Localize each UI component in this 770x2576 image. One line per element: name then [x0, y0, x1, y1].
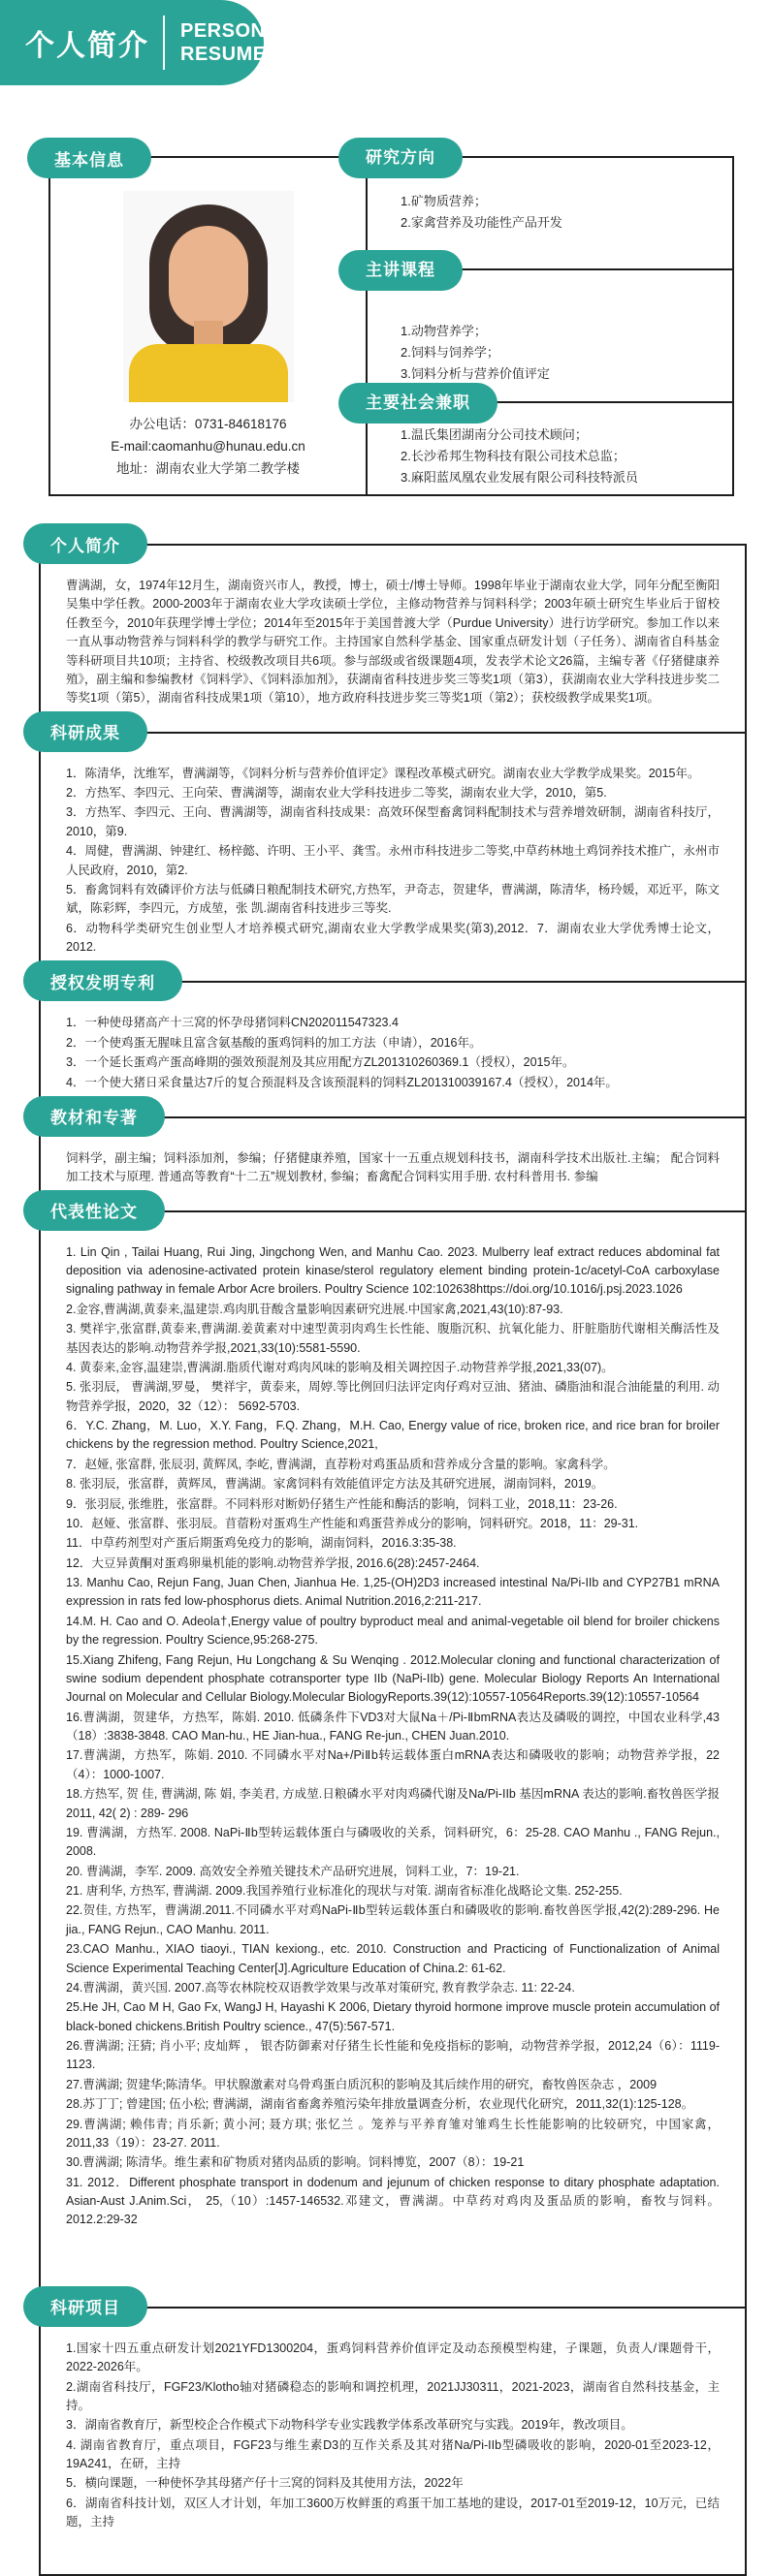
list-item: 30.曹满湖; 陈清华。维生素和矿物质对猪肉品质的影响。饲料博览，2007（8）：19-21	[66, 2155, 525, 2170]
profile-box	[39, 544, 747, 734]
page-title-en-line2: RESUME	[180, 44, 267, 65]
books-text: 饲料学，副主编；饲料添加剂，参编；仔猪健康养殖，国家十一五重点规划科技书，湖南科学技术出版社.主编； 配合饲料加工技术与原理. 普通高等教育“十二五”规划教材, 参编；畜禽配合饲料实用手册. 农村科普用书. 参编	[66, 1150, 720, 1184]
list-item: 8. 张羽辰，张富群，黄辉凤，曹满湖。家禽饲料有效能值评定方法及其研究进展，湖南饲料，2019。	[66, 1477, 604, 1492]
list-item: 26.曹满湖; 汪猜; 肖小平; 皮灿辉 ， 银杏防御素对仔猪生长性能和免疫指标的影响，动物营养学报，2012,24（6）：1119-1123.	[66, 2039, 720, 2072]
list-item: 24.曹满湖，黄兴国. 2007.高等农林院校双语教学效果与改革对策研究, 教育教学杂志. 11: 22-24.	[66, 1980, 575, 1995]
list-item: 13. Manhu Cao, Rejun Fang, Juan Chen, Jianhua He. 1,25-(OH)2D3 increased intestinal Na/Pi-IIb and CYP27B1 mRNA expression in rats fed low-phosphorus diets. Animal Nutrition.2016,2:211-217.	[66, 1576, 720, 1609]
list-item: 7．赵娅, 张富群, 张辰羽, 黄辉凤, 李屹, 曹满湖，直荐粉对鸡蛋品质和营养成分含量的影响。家禽科学。	[66, 1457, 616, 1471]
list-item: 3．湖南省教育厅，新型校企合作模式下动物科学专业实践教学体系改革研究与实践。2019年，教改项目。	[66, 2418, 633, 2433]
papers-section	[39, 1203, 747, 2309]
list-item: 2.饲料与饲养学；	[401, 345, 499, 361]
social-positions-list	[401, 424, 715, 487]
email-text: E-mail:caomanhu@hunau.edu.cn	[111, 438, 305, 454]
list-item: 1．陈清华，沈维军，曹满湖等，《饲料分析与营养价值评定》课程改革模式研究。湖南农业大学教学成果奖。2015年。	[66, 766, 700, 780]
list-item: 2.家禽营养及功能性产品开发	[401, 215, 562, 231]
list-item: 5．横向课题，一种使怀孕其母猪产仔十三窝的饲料及其使用方法，2022年	[66, 2476, 464, 2491]
list-item: 10．赵娅、张富群、张羽辰。苜蓿粉对蛋鸡生产性能和鸡蛋营养成分的影响，饲料研究。2018，11：29-31.	[66, 1516, 639, 1530]
list-item: 11．中草药剂型对产蛋后期蛋鸡免疫力的影响，湖南饲料，2016.3:35-38.	[66, 1536, 457, 1551]
list-item: 1. Lin Qin , Tailai Huang, Rui Jing, Jingchong Wen, and Manhu Cao. 2023. Mulberry leaf extract reduces abdominal fat deposition via adenosine-activated protein kinase/sterol regulatory element binding protein-1c/acetyl-CoA carboxylase signaling pathway in female Arbor Acre broilers. Poultry Science 102:102638https://doi.org/10.1016/j.psj.2023.1026	[66, 1244, 720, 1297]
list-item: 5. 张羽辰， 曹满湖,罗曼， 樊祥宇，黄泰来，周婷.等比例回归法评定肉仔鸡对豆油、猪油、磷脂油和混合油能量的利用. 动物营养学报，2020，32（12）： 5692-5703.	[66, 1380, 720, 1413]
courses-list	[401, 321, 715, 384]
list-item: 3.饲料分析与营养价值评定	[401, 366, 550, 382]
banner-divider	[163, 16, 165, 70]
list-item: 6．动物科学类研究生创业型人才培养模式研究,湖南农业大学教学成果奖(第3),2012．7．湖南农业大学优秀博士论文，2012.	[66, 921, 720, 954]
list-item: 3. 樊祥宇,张富群,黄泰来,曹满湖.姜黄素对中速型黄羽肉鸡生长性能、腹脂沉积、抗氧化能力、肝脏脂肪代谢相关酶活性及基因表达的影响.动物营养学报,2021,33(10):5581-5590.	[66, 1322, 720, 1355]
list-item: 2.金容,曹满湖,黄泰来,温建崇.鸡肉肌苷酸含量影响因素研究进展.中国家禽,2021,43(10):87-93.	[66, 1302, 563, 1316]
list-item: 4．一个使大猪日采食量达7斤的复合预混料及含该预混料的饲料ZL201310039167.4（授权），2014年。	[66, 1075, 618, 1089]
list-item: 2.湖南省科技厅，FGF23/Klotho轴对猪磷稳态的影响和调控机理，2021JJ30311，2021-2023，湖南省自然科技基金，主持。	[66, 2379, 720, 2412]
list-item: 12．大豆异黄酮对蛋鸡卵巢机能的影响.动物营养学报, 2016.6(28):2457-2464.	[66, 1555, 480, 1570]
profile-photo	[123, 191, 294, 402]
page-title-en-line1: PERSONAL	[180, 20, 293, 42]
list-item: 5．畜禽饲料有效磷评价方法与低磷日粮配制技术研究,方热军，尹奇志，贺建华，曹满湖，陈清华，杨玲媛，邓近平，陈文斌，陈彩辉，李四元，方成堃，张 凯.湖南省科技进步三等奖.	[66, 882, 720, 916]
section-label-papers: 代表性论文	[23, 1190, 165, 1231]
section-label-social-positions: 主要社会兼职	[338, 383, 497, 424]
list-item: 21. 唐利华, 方热军, 曹满湖. 2009.我国养殖行业标准化的现状与对策. 湖南省标准化战略论文集. 252-255.	[66, 1884, 623, 1898]
top-info-area	[48, 148, 734, 496]
list-item: 2．方热军、李四元、王向荣、曹满湖等，湖南农业大学科技进步二等奖，湖南农业大学，2010，第5.	[66, 786, 607, 800]
list-item: 1.动物营养学；	[401, 324, 487, 338]
projects-section	[39, 2299, 747, 2576]
list-item: 17.曹满湖，方热军，陈娟. 2010. 不同磷水平对Na+/PiⅡb转运载体蛋白mRNA表达和磷吸收的影响；动物营养学报，22（4）：1000-1007.	[66, 1748, 720, 1781]
page-title-en	[180, 19, 292, 66]
list-item: 4. 黄泰来,金容,温建崇,曹满湖.脂质代谢对鸡肉风味的影响及相关调控因子.动物营养学报,2021,33(07)。	[66, 1360, 614, 1374]
photo-face-shape	[169, 226, 248, 329]
social-positions-box	[366, 393, 734, 496]
profile-section	[39, 536, 747, 734]
list-item: 22.贺佳, 方热军，曹满湖.2011.不同磷水平对鸡NaPi-Ⅱb型转运载体蛋白和磷吸收的影响.畜牧兽医学报,42(2):289-296. He jia., FANG Rejun., CAO Manhu. 2011.	[66, 1903, 720, 1936]
list-item: 14.M. H. Cao and O. Adeola†,Energy value of poultry byproduct meal and animal-vegetable oil blend for broiler chickens by the regression. Poultry Science,95:268-275.	[66, 1614, 720, 1648]
list-item: 19. 曹满湖，方热军. 2008. NaPi-Ⅱb型转运载体蛋白与磷吸收的关系，饲料研究，6：25-28. CAO Manhu ., FANG Rejun., 2008.	[66, 1825, 720, 1859]
section-label-courses: 主讲课程	[338, 250, 463, 291]
section-label-projects: 科研项目	[23, 2286, 147, 2327]
section-label-basic-info: 基本信息	[27, 138, 151, 178]
section-label-achievements: 科研成果	[23, 711, 147, 752]
section-label-profile: 个人简介	[23, 523, 147, 564]
top-right-column	[366, 148, 734, 496]
page-title-zh: 个人简介	[25, 30, 149, 62]
achievements-box	[39, 732, 747, 984]
list-item: 4. 湖南省教育厅，重点项目，FGF23与维生素D3的互作关系及其对猪Na/Pi-IIb型磷吸收的影响，2020-01至2023-12，19A241，在研，主持	[66, 2437, 720, 2470]
list-item: 6．湖南省科技计划，双区人才计划，年加工3600万枚鲜蛋的鸡蛋干加工基地的建设，2017-01至2019-12，10万元，已结题，主持	[66, 2496, 720, 2529]
section-label-patents: 授权发明专利	[23, 960, 182, 1001]
list-item: 1.温氏集团湖南分公司技术顾问；	[401, 427, 588, 442]
basic-info-box	[48, 150, 368, 496]
research-directions-list	[401, 191, 715, 233]
list-item: 27.曹满湖; 贺建华;陈清华。甲状腺激素对乌骨鸡蛋白质沉积的影响及其后续作用的研究，畜牧兽医杂志 ，2009	[66, 2077, 658, 2091]
list-item: 9．张羽辰, 张维胜，张富群。不同料形对断奶仔猪生产性能和酶活的影响，饲料工业，2018,11：23-26.	[66, 1496, 618, 1511]
office-phone: 办公电话：0731-84618176	[129, 417, 287, 431]
list-item: 3.麻阳蓝凤凰农业发展有限公司科技特派员	[401, 470, 638, 486]
list-item: 23.CAO Manhu., XIAO tiaoyi., TIAN kexiong., etc. 2010. Construction and Practicing of Functionalization of Animal Science Experimental Teaching Center[J].Agriculture Education of China.2: 61-62.	[66, 1942, 720, 1975]
list-item: 28.苏丁丁; 曾建国; 伍小松; 曹满湖，湖南省畜禽养殖污染年排放量调查分析，农业现代化研究，2011,32(1):125-128。	[66, 2097, 694, 2112]
list-item: 31. 2012．Different phosphate transport in dodenum and jejunum of chicken response to ditary phosphate adaptation. Asian-Aust J.Anim.Sci， 25,（10）:1457-146532.邓建文，曹满湖。中草药对鸡肉及蛋品质的影响，畜牧与饲料。2012.2:29-32	[66, 2175, 720, 2227]
list-item: 4．周健，曹满湖、钟建红、杨梓懿、许明、王小平、龚雪。永州市科技进步二等奖,中草药林地土鸡饲养技术推广，永州市人民政府，2010，第2.	[66, 844, 720, 877]
list-item: 2.长沙希邦生物科技有限公司技术总监；	[401, 449, 626, 464]
achievements-section	[39, 724, 747, 984]
list-item: 1.矿物质营养；	[401, 194, 487, 208]
papers-box	[39, 1210, 747, 2309]
list-item: 2．一个使鸡蛋无腥味且富含氨基酸的蛋鸡饲料的加工方法（申请），2016年。	[66, 1035, 482, 1050]
list-item: 3．一个延长蛋鸡产蛋高峰期的强效预混剂及其应用配方ZL201310260369.1（授权），2015年。	[66, 1055, 575, 1070]
list-item: 16.曹满湖，贺建华，方热军，陈娟. 2010. 低磷条件下VD3对大鼠Na＋/Pi-ⅡbmRNA表达及磷吸的调控，中国农业科学,43（18）:3838-3848. CAO Man-hu., HE Jian-hua., FANG Re-jun., CHEN Juan.2010.	[66, 1710, 720, 1743]
list-item: 15.Xiang Zhifeng, Fang Rejun, Hu Longchang & Su Wenqing . 2012.Molecular cloning and functional characterization of swine sodium dependent phosphate cotransporter type IIb (NaPi-IIb) gene. Molecular Biology Reports An International Journal on Molecular and Cellular Biology.Molecular BiologyReports.39(12):10557-10564Reports.39(12):10557-10564	[66, 1652, 720, 1705]
list-item: 18.方热军, 贺 佳, 曹满湖, 陈 娟, 李美君, 方成堃.日粮磷水平对肉鸡磷代谢及Na/Pi-IIb 基因mRNA 表达的影响.畜牧兽医学报 2011, 42( 2) : 289- 296	[66, 1787, 720, 1820]
address-text: 地址：湖南农业大学第二教学楼	[115, 460, 300, 476]
list-item: 20. 曹满湖，李军. 2009. 高效安全养殖关键技术产品研究进展，饲料工业，7：19-21.	[66, 1864, 520, 1878]
list-item: 25.He JH, Cao M H, Gao Fx, WangJ H, Hayashi K 2006, Dietary thyroid hormone improve muscle protein accumulation of black-boned chickens.British Poultry science., 47(5):567-571.	[66, 2000, 720, 2033]
list-item: 6．Y.C. Zhang，M. Luo，X.Y. Fang，F.Q. Zhang，M.H. Cao, Energy value of rice, broken rice, and rice bran for broiler chickens by the regression method. Poultry Science,2021,	[66, 1419, 720, 1452]
section-label-research-directions: 研究方向	[338, 138, 463, 178]
contact-info	[111, 414, 305, 481]
list-item: 1.国家十四五重点研发计划2021YFD1300204，蛋鸡饲料营养价值评定及动态预模型构建，子课题，负责人/课题骨干，2022-2026年。	[66, 2340, 720, 2374]
list-item: 3．方热军、李四元、王向、曹满湖等，湖南省科技成果：高效环保型畜禽饲料配制技术与营养增效研制，湖南省科技厅，2010，第9.	[66, 805, 720, 838]
section-label-books: 教材和专著	[23, 1096, 165, 1137]
list-item: 1．一种使母猪高产十三窝的怀孕母猪饲料CN202011547323.4	[66, 1016, 399, 1030]
profile-text: 曹满湖，女，1974年12月生，湖南资兴市人，教授，博士，硕士/博士导师。1998年毕业于湖南农业大学，同年分配至衡阳吴集中学任教。2000-2003年于湖南农业大学攻读硕士学位，主修动物营养与饲料科学；2003年硕士研究生毕业后于留校任教至今，2010年获理学博士学位；2014年至2015年于美国普渡大学（Purdue University）进行访学研究。参加工作以来一直从事动物营养与饲料科学的教学与研究工作。主持国家自然科学基金、国家重点研发计划（子任务）、湖南省自科基金等科研项目共10项；主持省、校级教改项目共6项。参与部级或省级课题4项，发表学术论文26篇，主编专著《仔猪健康养殖》，副主编和参编教材《饲料学》、《饲料添加剂》，获湖南省科技进步奖三等奖1项（第3），获湖南农业大学科技进步奖二等奖1项（第5），湖南省科技成果1项（第10），地方政府科技进步奖三等奖1项（第2）；获校级教学成果奖1项。	[66, 579, 720, 706]
photo-shirt-shape	[129, 344, 288, 402]
page-banner	[0, 0, 293, 85]
projects-box	[39, 2307, 747, 2576]
list-item: 29.曹满湖; 赖伟青; 肖乐新; 黄小河; 聂方琪; 张忆兰 。笼养与平养育雏对雏鸡生长性能影响的比较研究，中国家禽，2011,33（19）：23-27. 2011.	[66, 2117, 720, 2150]
